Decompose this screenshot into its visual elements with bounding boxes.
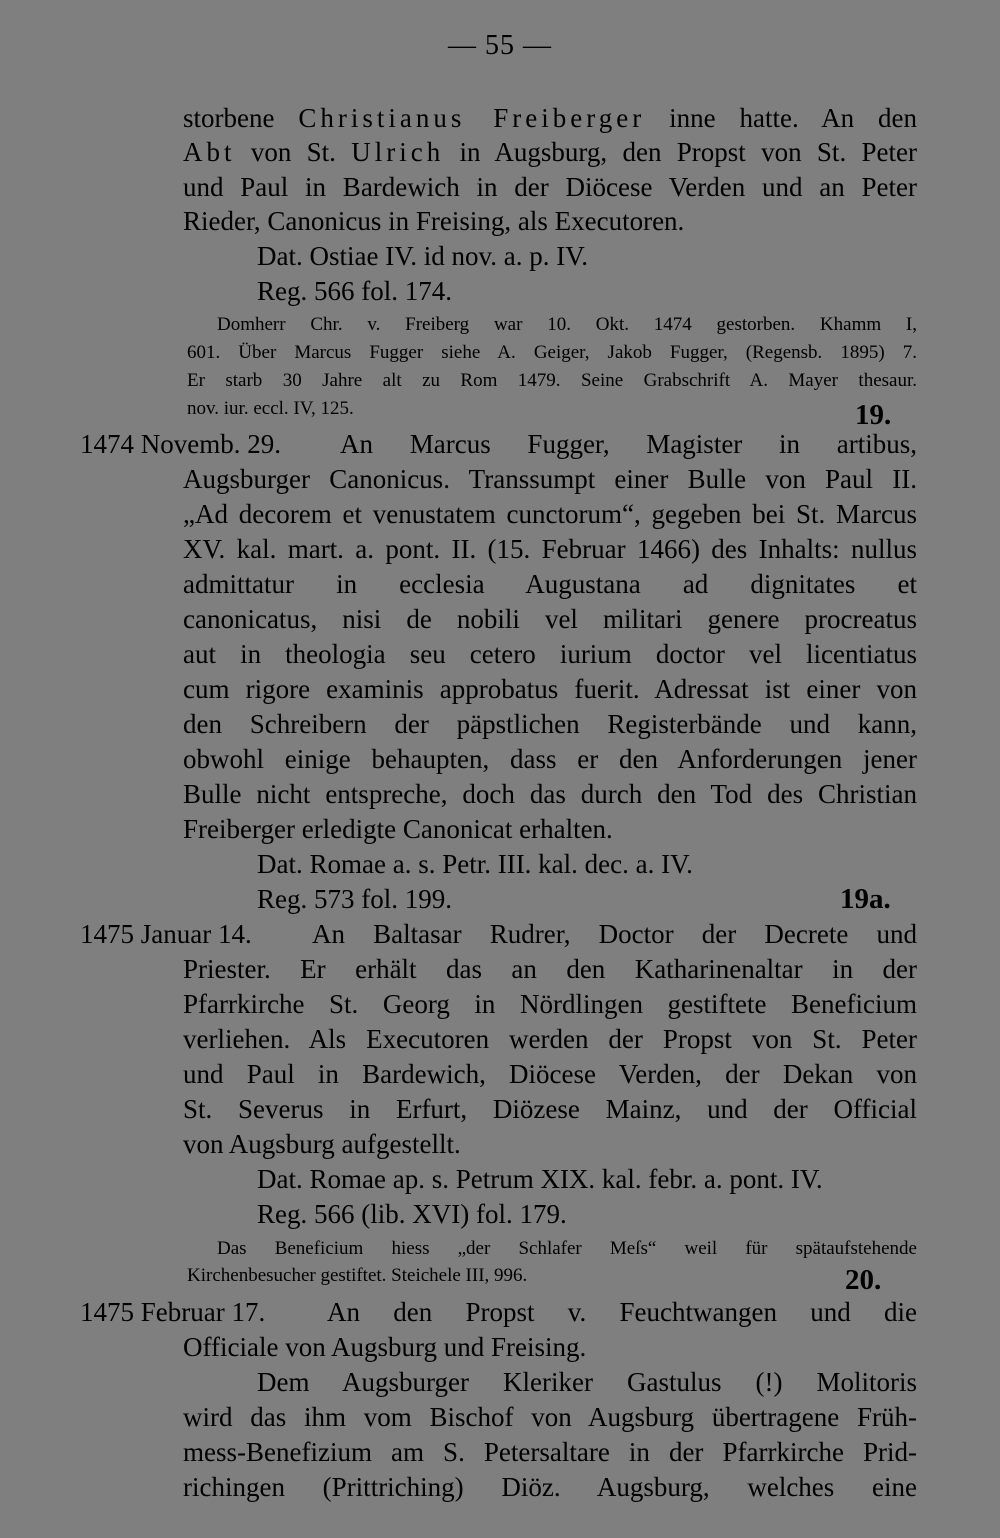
reg-line: Reg. 566 (lib. XVI) fol. 179. [257,1199,567,1229]
text-line: Officiale von Augsburg und Freising. [183,1332,587,1362]
entry-number: 19. [855,399,892,431]
footnote-line: Er starb 30 Jahre alt zu Rom 1479. Seine Grabschrift A. Mayer thesaur. [187,370,917,391]
text-line: admittatur in ecclesia Augustana ad dignitates et [183,569,917,599]
text-line: richingen (Prittriching) Diöz. Augsburg, welches eine [183,1472,917,1502]
footnote-line: nov. iur. eccl. IV, 125. [187,398,354,419]
text-line: Priester. Er erhält das an den Katharinenaltar in der [183,954,917,984]
text-line: aut in theologia seu cetero iurium doctor vel licentiatus [183,639,917,669]
text-line: An den Propst v. Feuchtwangen und die [327,1297,917,1327]
text-line: den Schreibern der päpstlichen Registerbände und kann, [183,709,917,739]
text-line: von Augsburg aufgestellt. [183,1129,461,1159]
spaced-name: Abt [183,137,236,167]
text-segment: storbene [183,103,299,133]
footnote-line: 601. Über Marcus Fugger siehe A. Geiger, Jakob Fugger, (Regensb. 1895) 7. [187,342,917,363]
text-line: und Paul in Bardewich in der Diöcese Verden und an Peter [183,172,917,202]
entry-number: 20. [845,1264,882,1296]
dat-line: Dat. Romae ap. s. Petrum XIX. kal. febr. a. pont. IV. [257,1164,823,1194]
text-line: St. Severus in Erfurt, Diözese Mainz, und der Official [183,1094,917,1124]
text-line: Freiberger erledigte Canonicat erhalten. [183,814,613,844]
text-line [183,135,917,169]
text-line: cum rigore examinis approbatus fuerit. Adressat ist einer von [183,674,917,704]
text-line: und Paul in Bardewich, Diöcese Verden, der Dekan von [183,1059,917,1089]
entry-number: 19a. [840,883,891,915]
text-line: Dem Augsburger Kleriker Gastulus (!) Molitoris [257,1367,917,1397]
text-segment: in Augsburg, den Propst von St. Peter [444,137,917,167]
spaced-name: Christianus Freiberger [298,103,646,133]
reg-line: Reg. 573 fol. 199. [257,884,452,914]
text-line: Pfarrkirche St. Georg in Nördlingen gestiftete Beneficium [183,989,917,1019]
dat-line: Dat. Romae a. s. Petr. III. kal. dec. a. IV. [257,849,693,879]
text-line: An Marcus Fugger, Magister in artibus, [340,429,917,459]
text-line: „Ad decorem et venustatem cunctorum“, gegeben bei St. Marcus [183,499,917,529]
text-segment: inne hatte. An den [645,103,918,133]
footnote-line: Kirchenbesucher gestiftet. Steichele III, 996. [187,1265,528,1286]
text-segment: von St. [235,137,352,167]
footnote-line: Das Beneficium hiess „der Schlafer Meſs“ weil für spätaufstehende [217,1238,917,1259]
text-line: XV. kal. mart. a. pont. II. (15. Februar 1466) des Inhalts: nullus [183,534,917,564]
text-line [183,101,917,135]
text-line: Rieder, Canonicus in Freising, als Executoren. [183,206,685,236]
entry-date: 1475 Februar 17. [80,1297,266,1327]
text-line: obwohl einige behaupten, dass er den Anforderungen jener [183,744,917,774]
text-line: Bulle nicht entspreche, doch das durch den Tod des Christian [183,779,917,809]
text-line: wird das ihm vom Bischof von Augsburg übertragene Früh- [183,1402,917,1432]
entry-date: 1475 Januar 14. [80,919,252,949]
text-line: canonicatus, nisi de nobili vel militari genere procreatus [183,604,917,634]
text-line: mess-Benefizium am S. Petersaltare in der Pfarrkirche Prid- [183,1437,917,1467]
text-line: An Baltasar Rudrer, Doctor der Decrete und [312,919,917,949]
text-line: Augsburger Canonicus. Transsumpt einer Bulle von Paul II. [183,464,917,494]
entry-date: 1474 Novemb. 29. [80,429,281,459]
page-number: — 55 — [448,30,552,61]
text-line: verliehen. Als Executoren werden der Propst von St. Peter [183,1024,917,1054]
dat-line: Dat. Ostiae IV. id nov. a. p. IV. [257,241,588,271]
footnote-line: Domherr Chr. v. Freiberg war 10. Okt. 1474 gestorben. Khamm I, [217,314,917,335]
reg-line: Reg. 566 fol. 174. [257,276,452,306]
spaced-name: Ulrich [351,137,445,167]
